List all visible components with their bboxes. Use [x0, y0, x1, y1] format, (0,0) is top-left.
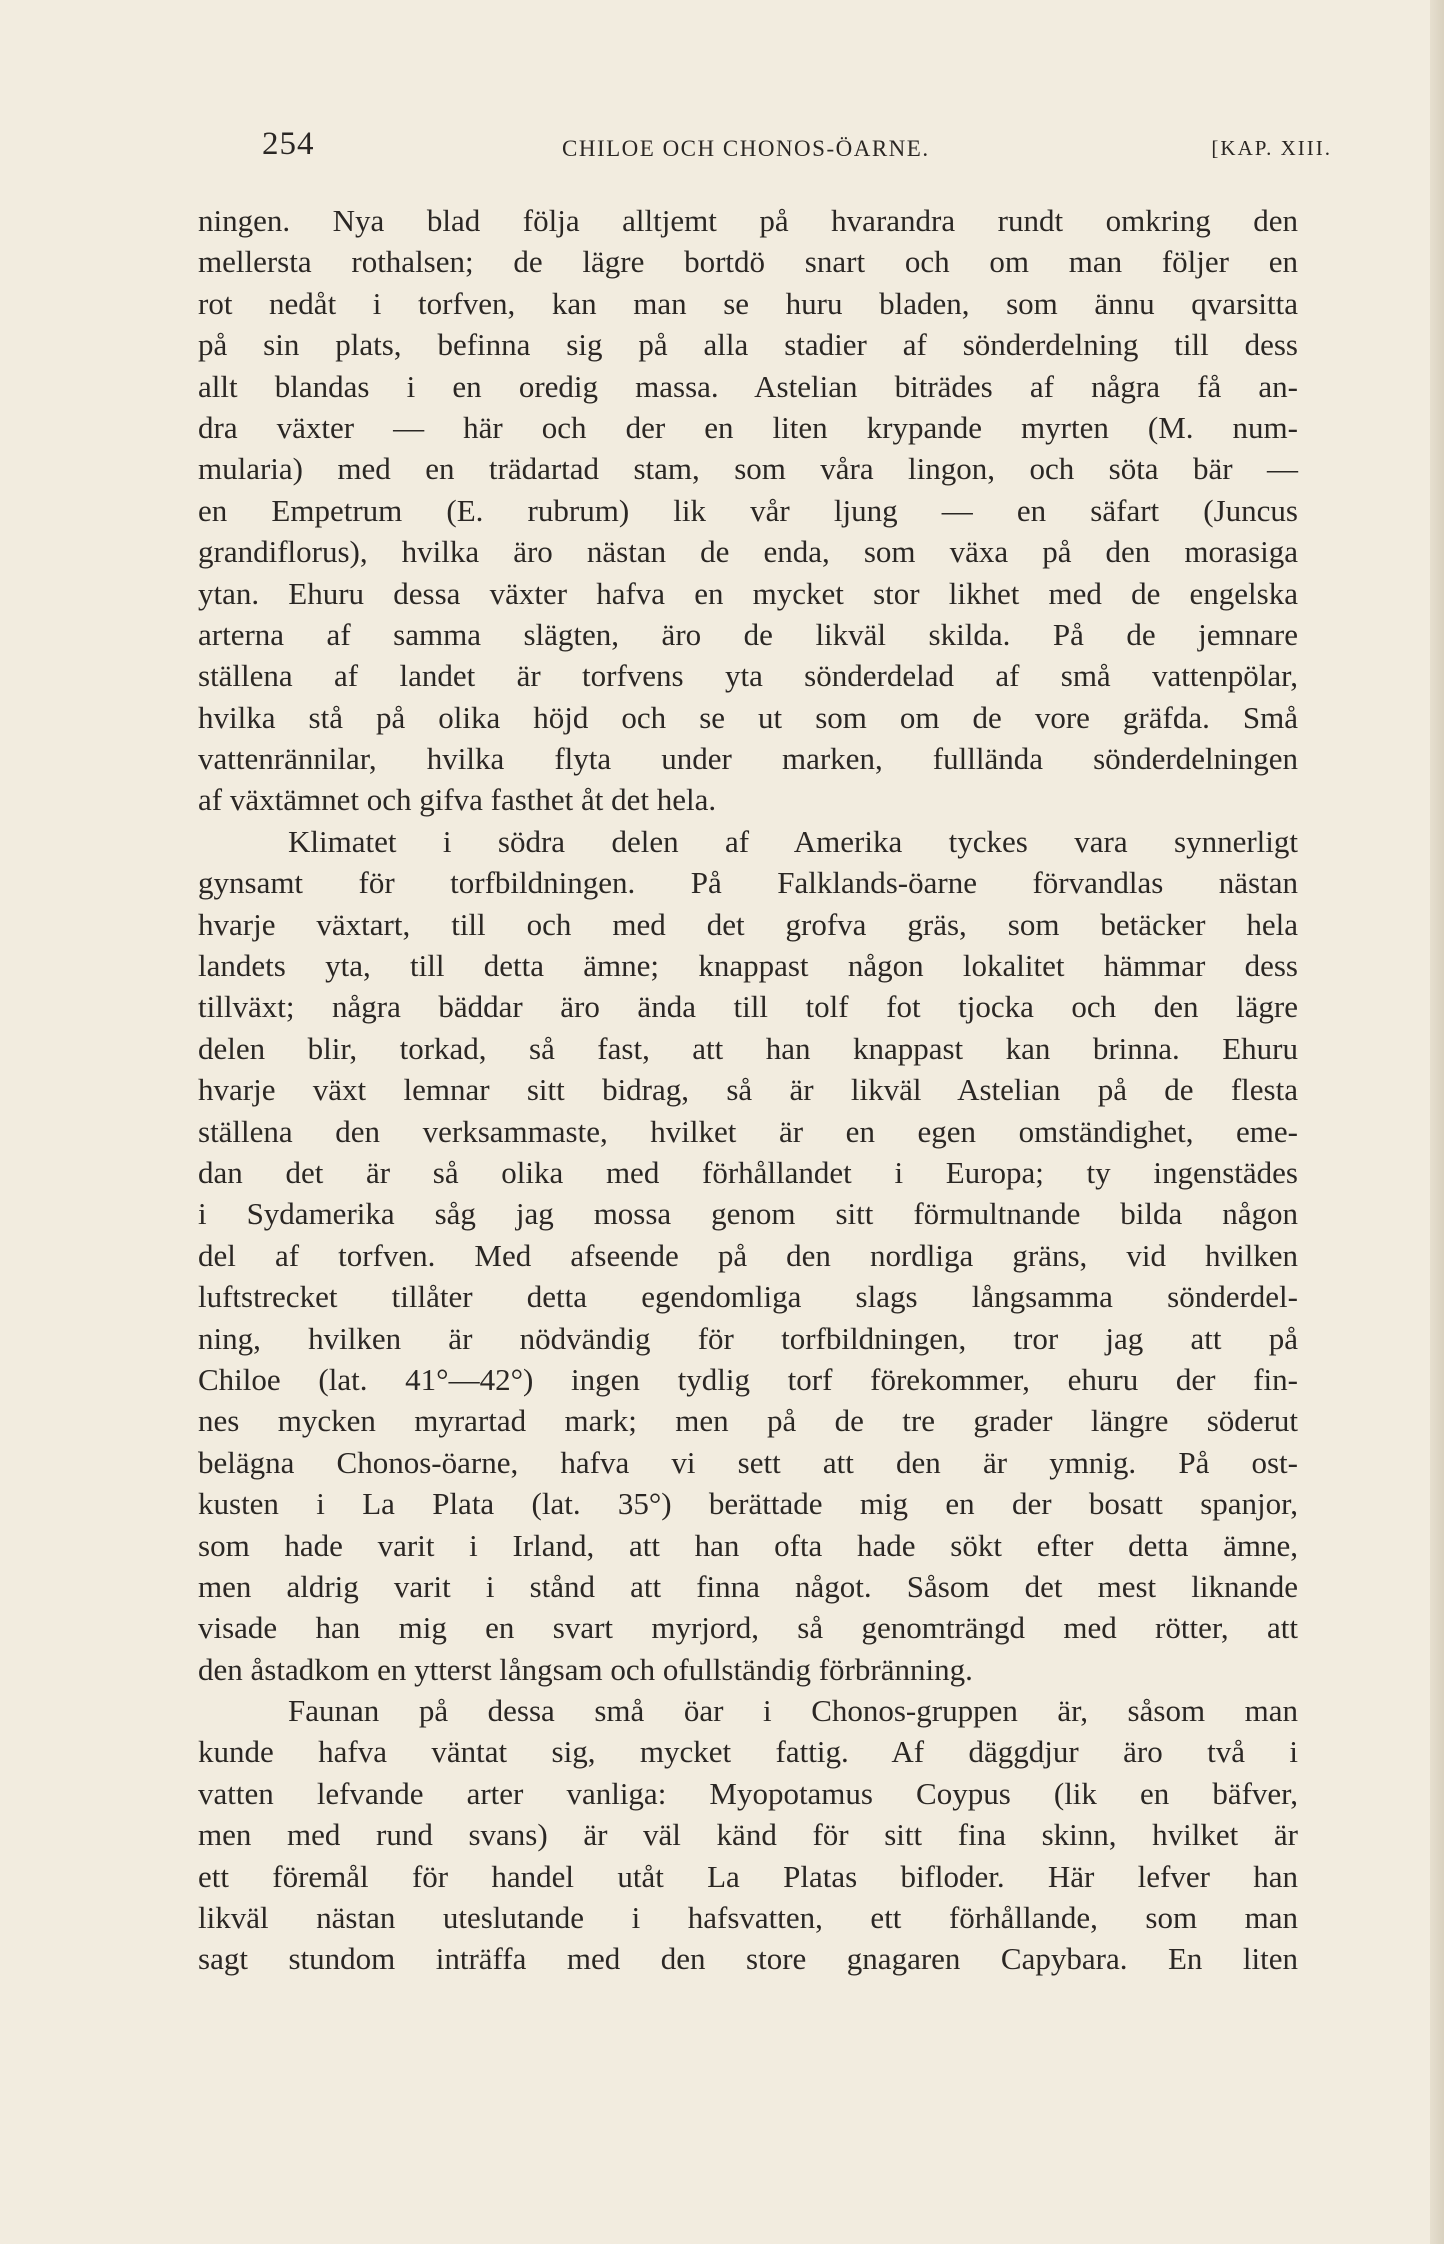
text-line: en Empetrum (E. rubrum) lik vår ljung — en säfart (Juncus	[198, 492, 1298, 528]
text-line: Chiloe (lat. 41°—42°) ingen tydlig torf förekommer, ehuru der fin-	[198, 1361, 1298, 1397]
text-line: ningen. Nya blad följa alltjemt på hvarandra rundt omkring den	[198, 203, 1298, 238]
text-line: kusten i La Plata (lat. 35°) berättade mig en der bosatt spanjor,	[198, 1486, 1298, 1522]
text-line: vatten lefvande arter vanliga: Myopotamus Coypus (lik en bäfver,	[198, 1775, 1298, 1811]
text-line: landets yta, till detta ämne; knappast någon lokalitet hämmar dess	[198, 948, 1298, 984]
text-line: i Sydamerika såg jag mossa genom sitt förmultnande bilda någon	[198, 1196, 1298, 1232]
text-line: likväl nästan uteslutande i hafsvatten, ett förhållande, som man	[198, 1900, 1298, 1936]
page-edge-shadow	[1430, 0, 1444, 2244]
text-line: rot nedåt i torfven, kan man se huru bladen, som ännu qvarsitta	[198, 285, 1298, 321]
chapter-reference: [KAP. XIII.	[1211, 136, 1332, 160]
running-title: CHILOE OCH CHONOS-ÖARNE.	[562, 136, 930, 161]
text-line: allt blandas i en oredig massa. Astelian biträdes af några få an-	[198, 368, 1298, 404]
paragraph-end-line: af växtämnet och gifva fasthet åt det hela.	[198, 782, 717, 818]
text-line: vattenrännilar, hvilka flyta under marken, fulllända sönderdelningen	[198, 741, 1298, 777]
text-line: på sin plats, befinna sig på alla stadier af sönderdelning till dess	[198, 327, 1298, 363]
text-line: ning, hvilken är nödvändig för torfbildningen, tror jag att på	[198, 1320, 1298, 1356]
text-line: ett föremål för handel utåt La Platas bifloder. Här lefver han	[198, 1858, 1298, 1894]
text-line: men med rund svans) är väl känd för sitt fina skinn, hvilket är	[198, 1817, 1298, 1853]
text-line: ställena af landet är torfvens yta sönderdelad af små vattenpölar,	[198, 658, 1298, 694]
text-line: men aldrig varit i stånd att finna något. Såsom det mest liknande	[198, 1568, 1298, 1604]
paragraph-start-line: Klimatet i södra delen af Amerika tyckes vara synnerligt	[288, 823, 1298, 859]
text-line: tillväxt; några bäddar äro ända till tolf fot tjocka och den lägre	[198, 989, 1298, 1025]
page-number: 254	[262, 126, 315, 162]
text-line: hvilka stå på olika höjd och se ut som om de vore gräfda. Små	[198, 699, 1298, 735]
text-line: ytan. Ehuru dessa växter hafva en mycket stor likhet med de engelska	[198, 575, 1298, 611]
text-line: mellersta rothalsen; de lägre bortdö snart och om man följer en	[198, 244, 1298, 280]
page-header	[262, 126, 1332, 166]
paragraph-start-line: Faunan på dessa små öar i Chonos-gruppen är, såsom man	[288, 1693, 1298, 1729]
text-line: visade han mig en svart myrjord, så genomträngd med rötter, att	[198, 1610, 1298, 1646]
text-line: grandiflorus), hvilka äro nästan de enda, som växa på den morasiga	[198, 534, 1298, 570]
text-line: belägna Chonos-öarne, hafva vi sett att den är ymnig. På ost-	[198, 1444, 1298, 1480]
text-line: luftstrecket tillåter detta egendomliga slags långsamma sönderdel-	[198, 1279, 1298, 1315]
text-line: hvarje växtart, till och med det grofva gräs, som betäcker hela	[198, 906, 1298, 942]
text-line: sagt stundom inträffa med den store gnagaren Capybara. En liten	[198, 1941, 1298, 1977]
body-text	[198, 200, 1298, 1980]
text-line: kunde hafva väntat sig, mycket fattig. Af däggdjur äro två i	[198, 1734, 1298, 1770]
text-line: nes mycken myrartad mark; men på de tre grader längre söderut	[198, 1403, 1298, 1439]
text-line: mularia) med en trädartad stam, som våra lingon, och söta bär —	[198, 451, 1298, 487]
text-line: som hade varit i Irland, att han ofta hade sökt efter detta ämne,	[198, 1527, 1298, 1563]
text-line: arterna af samma slägten, äro de likväl skilda. På de jemnare	[198, 616, 1298, 652]
text-line: ställena den verksammaste, hvilket är en egen omständighet, eme-	[198, 1113, 1298, 1149]
text-line: dra växter — här och der en liten krypande myrten (M. num-	[198, 409, 1298, 445]
text-line: dan det är så olika med förhållandet i Europa; ty ingenstädes	[198, 1154, 1298, 1190]
paragraph-end-line: den åstadkom en ytterst långsam och ofullständig förbränning.	[198, 1651, 973, 1687]
text-line: gynsamt för torfbildningen. På Falklands-öarne förvandlas nästan	[198, 865, 1298, 901]
text-line: hvarje växt lemnar sitt bidrag, så är likväl Astelian på de flesta	[198, 1072, 1298, 1108]
text-line: delen blir, torkad, så fast, att han knappast kan brinna. Ehuru	[198, 1030, 1298, 1066]
text-line: del af torfven. Med afseende på den nordliga gräns, vid hvilken	[198, 1237, 1298, 1273]
